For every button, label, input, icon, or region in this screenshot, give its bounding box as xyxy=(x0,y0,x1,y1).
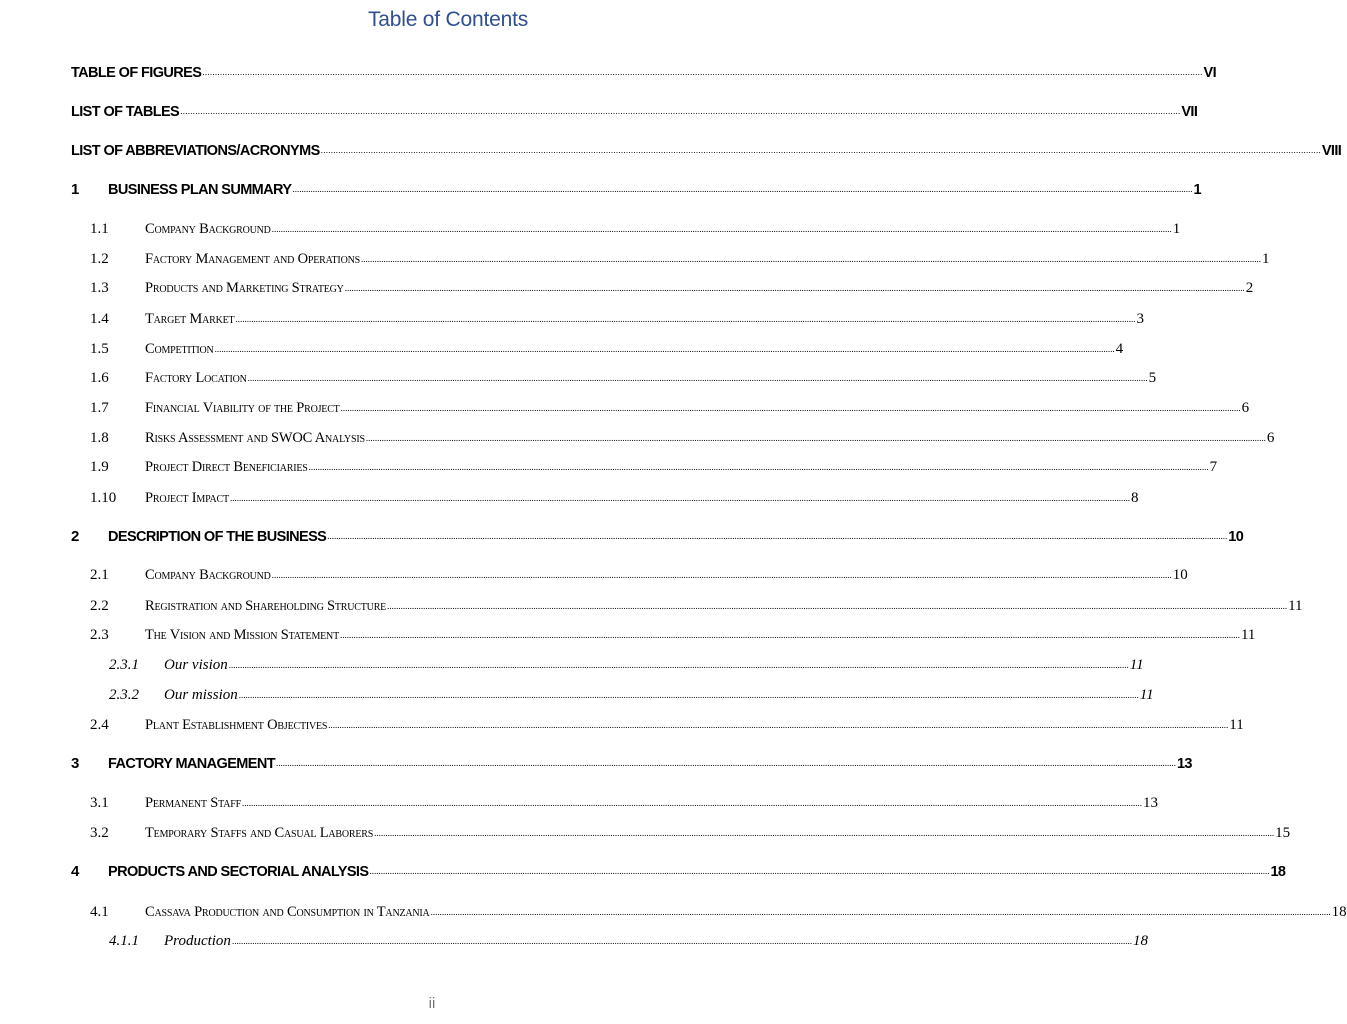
toc-entry-section-4-1[interactable] xyxy=(90,897,1347,921)
toc-entry-page: 15 xyxy=(1275,825,1291,841)
toc-entry-section-2-4[interactable] xyxy=(90,710,1244,734)
toc-entry-label: Competition xyxy=(145,341,214,357)
toc-entry-number: 2.2 xyxy=(90,598,109,614)
toc-entry-page: 8 xyxy=(1130,490,1139,506)
toc-entry-section-1-9[interactable] xyxy=(90,452,1218,476)
toc-entry-label: Temporary Staffs and Casual Laborers xyxy=(145,825,374,841)
toc-entry-page: 1 xyxy=(1261,251,1270,267)
toc-entry-page: VIII xyxy=(1321,143,1342,159)
toc-entry-number: 3 xyxy=(71,755,79,772)
toc-entry-page: 10 xyxy=(1172,567,1188,583)
toc-entry-page: 10 xyxy=(1228,529,1244,545)
dot-leader: ................................................................................................................................................................................................................................................................................................................................................................................................................ xyxy=(231,936,1132,946)
toc-entry-page: 11 xyxy=(1139,687,1154,703)
dot-leader: ................................................................................................................................................................................................................................................................................................................................................................................................................ xyxy=(340,403,1241,413)
toc-entry-table-of-figures[interactable] xyxy=(71,57,1216,81)
toc-entry-label: Factory Management and Operations xyxy=(145,251,360,267)
toc-entry-number: 1 xyxy=(71,181,79,198)
toc-entry-section-1-10[interactable] xyxy=(90,483,1139,507)
toc-entry-number: 4 xyxy=(71,863,79,880)
toc-entry-page: 3 xyxy=(1136,311,1144,327)
toc-entry-number: 2.4 xyxy=(90,717,109,733)
toc-entry-number: 1.10 xyxy=(90,490,117,506)
toc-entry-page: 11 xyxy=(1288,598,1303,614)
toc-entry-label: Company Background xyxy=(145,221,271,237)
dot-leader: ................................................................................................................................................................................................................................................................................................................................................................................................................ xyxy=(339,630,1240,640)
toc-entry-label: Plant Establishment Objectives xyxy=(145,717,328,733)
toc-entry-section-1-5[interactable] xyxy=(90,334,1124,358)
toc-entry-page: VI xyxy=(1203,65,1216,81)
toc-entry-label: Production xyxy=(164,933,231,949)
toc-entry-list-of-tables[interactable] xyxy=(71,96,1198,120)
dot-leader: ................................................................................................................................................................................................................................................................................................................................................................................................................ xyxy=(247,373,1148,383)
toc-entry-label: LIST OF TABLES xyxy=(71,104,180,120)
toc-entry-number: 1.2 xyxy=(90,251,109,267)
toc-entry-section-2-3-1[interactable] xyxy=(109,650,1144,674)
dot-leader: ................................................................................................................................................................................................................................................................................................................................................................................................................ xyxy=(229,493,1130,503)
toc-entry-section-1-3[interactable] xyxy=(90,273,1254,297)
dot-leader: ................................................................................................................................................................................................................................................................................................................................................................................................................ xyxy=(238,690,1139,700)
toc-entry-page: 5 xyxy=(1148,370,1157,386)
toc-entry-page: 13 xyxy=(1176,756,1192,772)
toc-entry-number: 1.3 xyxy=(90,280,109,296)
toc-entry-section-3[interactable] xyxy=(71,748,1192,772)
toc-entry-number: 2.3.2 xyxy=(109,687,139,703)
dot-leader: ................................................................................................................................................................................................................................................................................................................................................................................................................ xyxy=(320,145,1321,155)
dot-leader: ................................................................................................................................................................................................................................................................................................................................................................................................................ xyxy=(241,798,1142,808)
toc-entry-number: 4.1.1 xyxy=(109,933,139,949)
toc-entry-section-4[interactable] xyxy=(71,856,1286,880)
toc-entry-label: LIST OF ABBREVIATIONS/ACRONYMS xyxy=(71,143,320,159)
toc-entry-number: 1.9 xyxy=(90,459,109,475)
toc-entry-number: 1.5 xyxy=(90,341,109,357)
toc-entry-page: 1 xyxy=(1172,221,1181,237)
toc-entry-label: TABLE OF FIGURES xyxy=(71,65,202,81)
toc-entry-label: Company Background xyxy=(145,567,271,583)
toc-entry-page: 4 xyxy=(1115,341,1124,357)
toc-entry-number: 2 xyxy=(71,528,79,545)
toc-entry-page: 1 xyxy=(1193,182,1201,198)
dot-leader: ................................................................................................................................................................................................................................................................................................................................................................................................................ xyxy=(292,184,1193,194)
toc-entry-section-1-7[interactable] xyxy=(90,393,1250,417)
dot-leader: ................................................................................................................................................................................................................................................................................................................................................................................................................ xyxy=(202,67,1203,77)
dot-leader: ................................................................................................................................................................................................................................................................................................................................................................................................................ xyxy=(271,224,1172,234)
toc-entry-label: DESCRIPTION OF THE BUSINESS xyxy=(108,529,327,545)
toc-entry-page: 6 xyxy=(1266,430,1275,446)
page-title: Table of Contents xyxy=(367,8,529,31)
toc-entry-page: 11 xyxy=(1229,717,1244,733)
toc-entry-label: Factory Location xyxy=(145,370,247,386)
toc-entry-section-2-3-2[interactable] xyxy=(109,680,1154,704)
toc-entry-label: The Vision and Mission Statement xyxy=(145,627,339,643)
toc-entry-section-2-1[interactable] xyxy=(90,560,1188,584)
toc-entry-label: BUSINESS PLAN SUMMARY xyxy=(108,182,292,198)
dot-leader: ................................................................................................................................................................................................................................................................................................................................................................................................................ xyxy=(308,462,1209,472)
toc-entry-page: 7 xyxy=(1209,459,1218,475)
toc-entry-section-1-4[interactable] xyxy=(90,304,1144,328)
dot-leader: ................................................................................................................................................................................................................................................................................................................................................................................................................ xyxy=(275,758,1176,768)
dot-leader: ................................................................................................................................................................................................................................................................................................................................................................................................................ xyxy=(271,570,1172,580)
toc-entry-label: Cassava Production and Consumption in Tanzania xyxy=(145,904,430,920)
toc-entry-number: 3.1 xyxy=(90,795,109,811)
toc-entry-number: 1.6 xyxy=(90,370,109,386)
toc-entry-section-1[interactable] xyxy=(71,174,1201,198)
toc-entry-number: 2.1 xyxy=(90,567,109,583)
dot-leader: ................................................................................................................................................................................................................................................................................................................................................................................................................ xyxy=(328,720,1229,730)
toc-entry-label: Our mission xyxy=(164,687,238,703)
toc-entry-label: Financial Viability of the Project xyxy=(145,400,340,416)
toc-entry-section-4-1-1[interactable] xyxy=(109,926,1148,950)
dot-leader: ................................................................................................................................................................................................................................................................................................................................................................................................................ xyxy=(360,254,1261,264)
dot-leader: ................................................................................................................................................................................................................................................................................................................................................................................................................ xyxy=(374,828,1275,838)
toc-entry-section-3-1[interactable] xyxy=(90,788,1158,812)
toc-entry-label: Permanent Staff xyxy=(145,795,241,811)
toc-entry-number: 1.7 xyxy=(90,400,109,416)
toc-entry-number: 2.3.1 xyxy=(109,657,139,673)
toc-entry-section-1-6[interactable] xyxy=(90,363,1157,387)
dot-leader: ................................................................................................................................................................................................................................................................................................................................................................................................................ xyxy=(369,866,1270,876)
toc-entry-page: VII xyxy=(1181,104,1198,120)
toc-entry-label: Registration and Shareholding Structure xyxy=(145,598,387,614)
dot-leader: ................................................................................................................................................................................................................................................................................................................................................................................................................ xyxy=(430,907,1331,917)
toc-entry-list-of-abbreviations[interactable] xyxy=(71,135,1342,159)
toc-entry-section-2[interactable] xyxy=(71,521,1244,545)
toc-entry-page: 18 xyxy=(1331,904,1347,920)
toc-entry-label: Products and Marketing Strategy xyxy=(145,280,344,296)
toc-entry-label: Target Market xyxy=(145,311,235,327)
toc-entry-page: 2 xyxy=(1245,280,1254,296)
toc-entry-number: 1.1 xyxy=(90,221,109,237)
toc-entry-section-1-8[interactable] xyxy=(90,423,1275,447)
dot-leader: ................................................................................................................................................................................................................................................................................................................................................................................................................ xyxy=(228,660,1129,670)
dot-leader: ................................................................................................................................................................................................................................................................................................................................................................................................................ xyxy=(214,344,1115,354)
toc-entry-page: 18 xyxy=(1270,864,1286,880)
dot-leader: ................................................................................................................................................................................................................................................................................................................................................................................................................ xyxy=(365,433,1266,443)
toc-entry-section-2-2[interactable] xyxy=(90,591,1303,615)
dot-leader: ................................................................................................................................................................................................................................................................................................................................................................................................................ xyxy=(344,283,1245,293)
toc-entry-number: 4.1 xyxy=(90,904,109,920)
toc-entry-page: 18 xyxy=(1132,933,1148,949)
toc-entry-section-3-2[interactable] xyxy=(90,818,1291,842)
dot-leader: ................................................................................................................................................................................................................................................................................................................................................................................................................ xyxy=(387,601,1288,611)
toc-entry-page: 11 xyxy=(1240,627,1256,643)
toc-entry-number: 1.4 xyxy=(90,311,109,327)
footer-page-number: ii xyxy=(428,995,436,1012)
toc-entry-label: PRODUCTS AND SECTORIAL ANALYSIS xyxy=(108,864,369,880)
toc-entry-section-1-2[interactable] xyxy=(90,244,1270,268)
toc-entry-number: 3.2 xyxy=(90,825,109,841)
toc-entry-number: 1.8 xyxy=(90,430,109,446)
toc-entry-label: Risks Assessment and SWOC Analysis xyxy=(145,430,365,446)
toc-entry-label: Our vision xyxy=(164,657,228,673)
dot-leader: ................................................................................................................................................................................................................................................................................................................................................................................................................ xyxy=(180,106,1181,116)
dot-leader: ................................................................................................................................................................................................................................................................................................................................................................................................................ xyxy=(235,314,1136,324)
toc-entry-page: 11 xyxy=(1129,657,1144,673)
toc-entry-label: Project Direct Beneficiaries xyxy=(145,459,308,475)
toc-entry-section-2-3[interactable] xyxy=(90,620,1256,644)
toc-entry-label: Project Impact xyxy=(145,490,229,506)
dot-leader: ................................................................................................................................................................................................................................................................................................................................................................................................................ xyxy=(327,531,1228,541)
toc-entry-page: 6 xyxy=(1241,400,1250,416)
toc-entry-section-1-1[interactable] xyxy=(90,214,1181,238)
toc-entry-label: FACTORY MANAGEMENT xyxy=(108,756,275,772)
toc-entry-page: 13 xyxy=(1142,795,1158,811)
toc-entry-number: 2.3 xyxy=(90,627,109,643)
